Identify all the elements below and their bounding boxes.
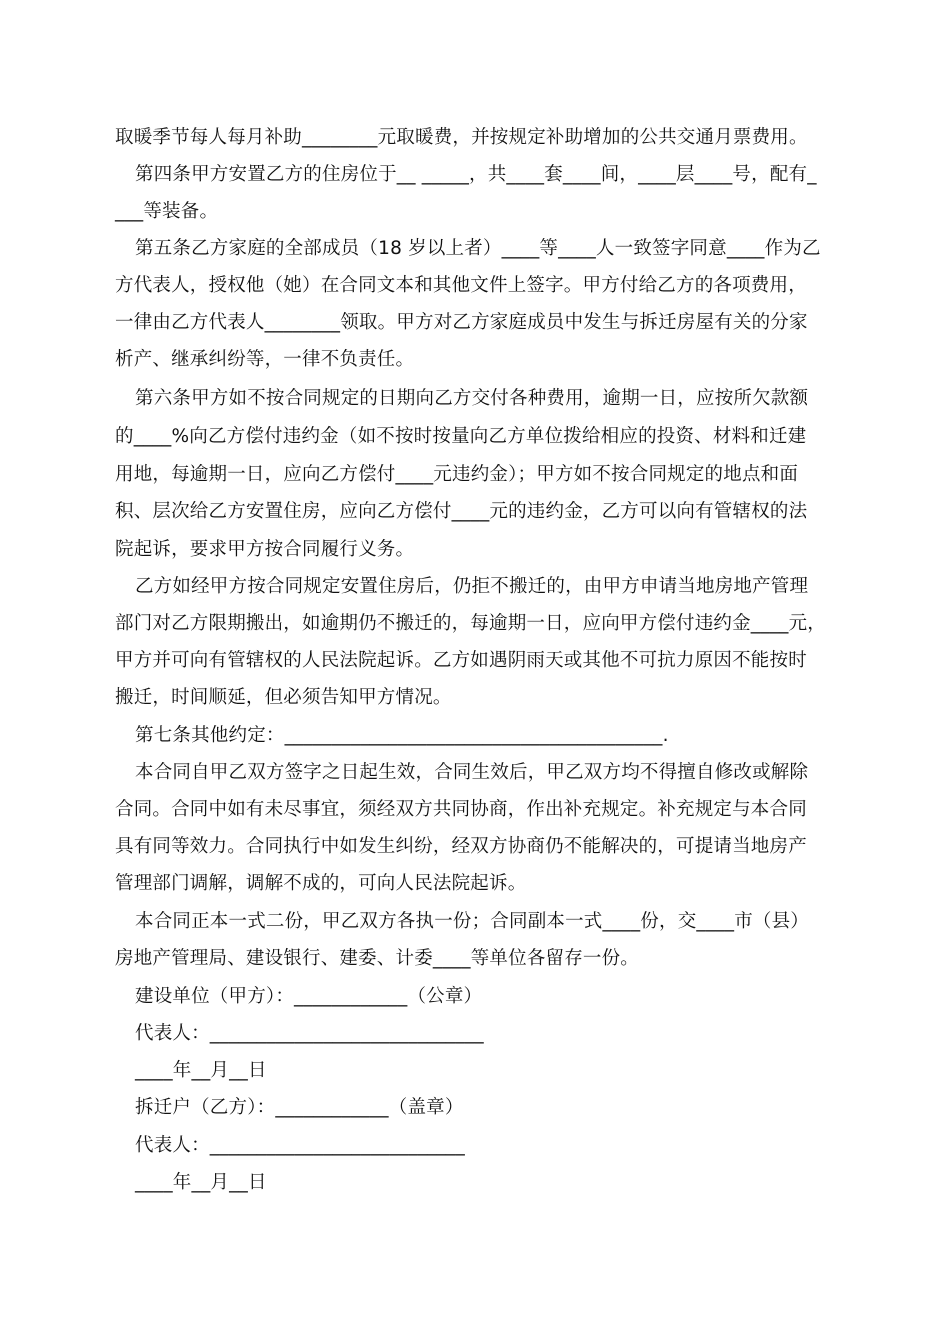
effect-line-1: 本合同自甲乙双方签字之日起生效，合同生效后，甲乙双方均不得擅自修改或解除 <box>135 762 809 783</box>
copies-line-1: 本合同正本一式二份，甲乙双方各执一份；合同副本一式____份，交____市（县） <box>135 911 810 932</box>
article-6-line-2: 的____%向乙方偿付违约金（如不按时按量向乙方单位拨给相应的投资、材料和迁建 <box>115 426 807 447</box>
party-a-representative-line: 代表人：_____________________________ <box>135 1023 484 1044</box>
article-6-line-3: 用地，每逾期一日，应向乙方偿付____元违约金）；甲方如不按合同规定的地点和面 <box>115 464 799 485</box>
article-7-line: 第七条其他约定：________________________________________. <box>135 725 669 746</box>
paragraph-line-1: 乙方如经甲方按合同规定安置住房后，仍拒不搬迁的，由甲方申请当地房地产管理 <box>135 576 809 597</box>
article-5-line-1: 第五条乙方家庭的全部成员（18 岁以上者）____等____人一致签字同意____作为乙 <box>135 238 821 259</box>
party-a-date-line: ____年__月__日 <box>135 1060 267 1081</box>
effect-line-3: 具有同等效力。合同执行中如发生纠纷，经双方协商仍不能解决的，可提请当地房产 <box>115 836 807 857</box>
article-6-line-5: 院起诉，要求甲方按合同履行义务。 <box>115 539 415 560</box>
article-4-line-1: 第四条甲方安置乙方的住房位于__ _____，共____套____间，____层____号，配有_ <box>135 164 817 185</box>
article-5-line-2: 方代表人，授权他（她）在合同文本和其他文件上签字。甲方付给乙方的各项费用， <box>115 275 807 296</box>
article-6-line-1: 第六条甲方如不按合同规定的日期向乙方交付各种费用，逾期一日，应按所欠款额 <box>135 388 809 409</box>
article-4-line-2: ___等装备。 <box>115 201 219 222</box>
paragraph-line-3: 甲方并可向有管辖权的人民法院起诉。乙方如遇阴雨天或其他不可抗力原因不能按时 <box>115 650 807 671</box>
party-b-line: 拆迁户（乙方）：____________（盖章） <box>135 1097 464 1118</box>
article-5-line-4: 析产、继承纠纷等，一律不负责任。 <box>115 349 415 370</box>
party-b-representative-line: 代表人：___________________________ <box>135 1135 465 1156</box>
party-b-date-line: ____年__月__日 <box>135 1172 267 1193</box>
effect-line-4: 管理部门调解，调解不成的，可向人民法院起诉。 <box>115 873 527 894</box>
effect-line-2: 合同。合同中如有未尽事宜，须经双方共同协商，作出补充规定。补充规定与本合同 <box>115 799 807 820</box>
article-5-line-3: 一律由乙方代表人________领取。甲方对乙方家庭成员中发生与拆迁房屋有关的分家 <box>115 312 808 333</box>
party-a-line: 建设单位（甲方）：____________（公章） <box>135 986 483 1007</box>
article-6-line-4: 积、层次给乙方安置住房，应向乙方偿付____元的违约金，乙方可以向有管辖权的法 <box>115 501 808 522</box>
paragraph-line-2: 部门对乙方限期搬出，如逾期仍不搬迁的，每逾期一日，应向甲方偿付违约金____元， <box>115 613 827 634</box>
paragraph-line-4: 搬迁，时间顺延，但必须告知甲方情况。 <box>115 687 452 708</box>
copies-line-2: 房地产管理局、建设银行、建委、计委____等单位各留存一份。 <box>115 948 640 969</box>
text-line: 取暖季节每人每月补助________元取暖费，并按规定补助增加的公共交通月票费用。 <box>115 127 808 148</box>
